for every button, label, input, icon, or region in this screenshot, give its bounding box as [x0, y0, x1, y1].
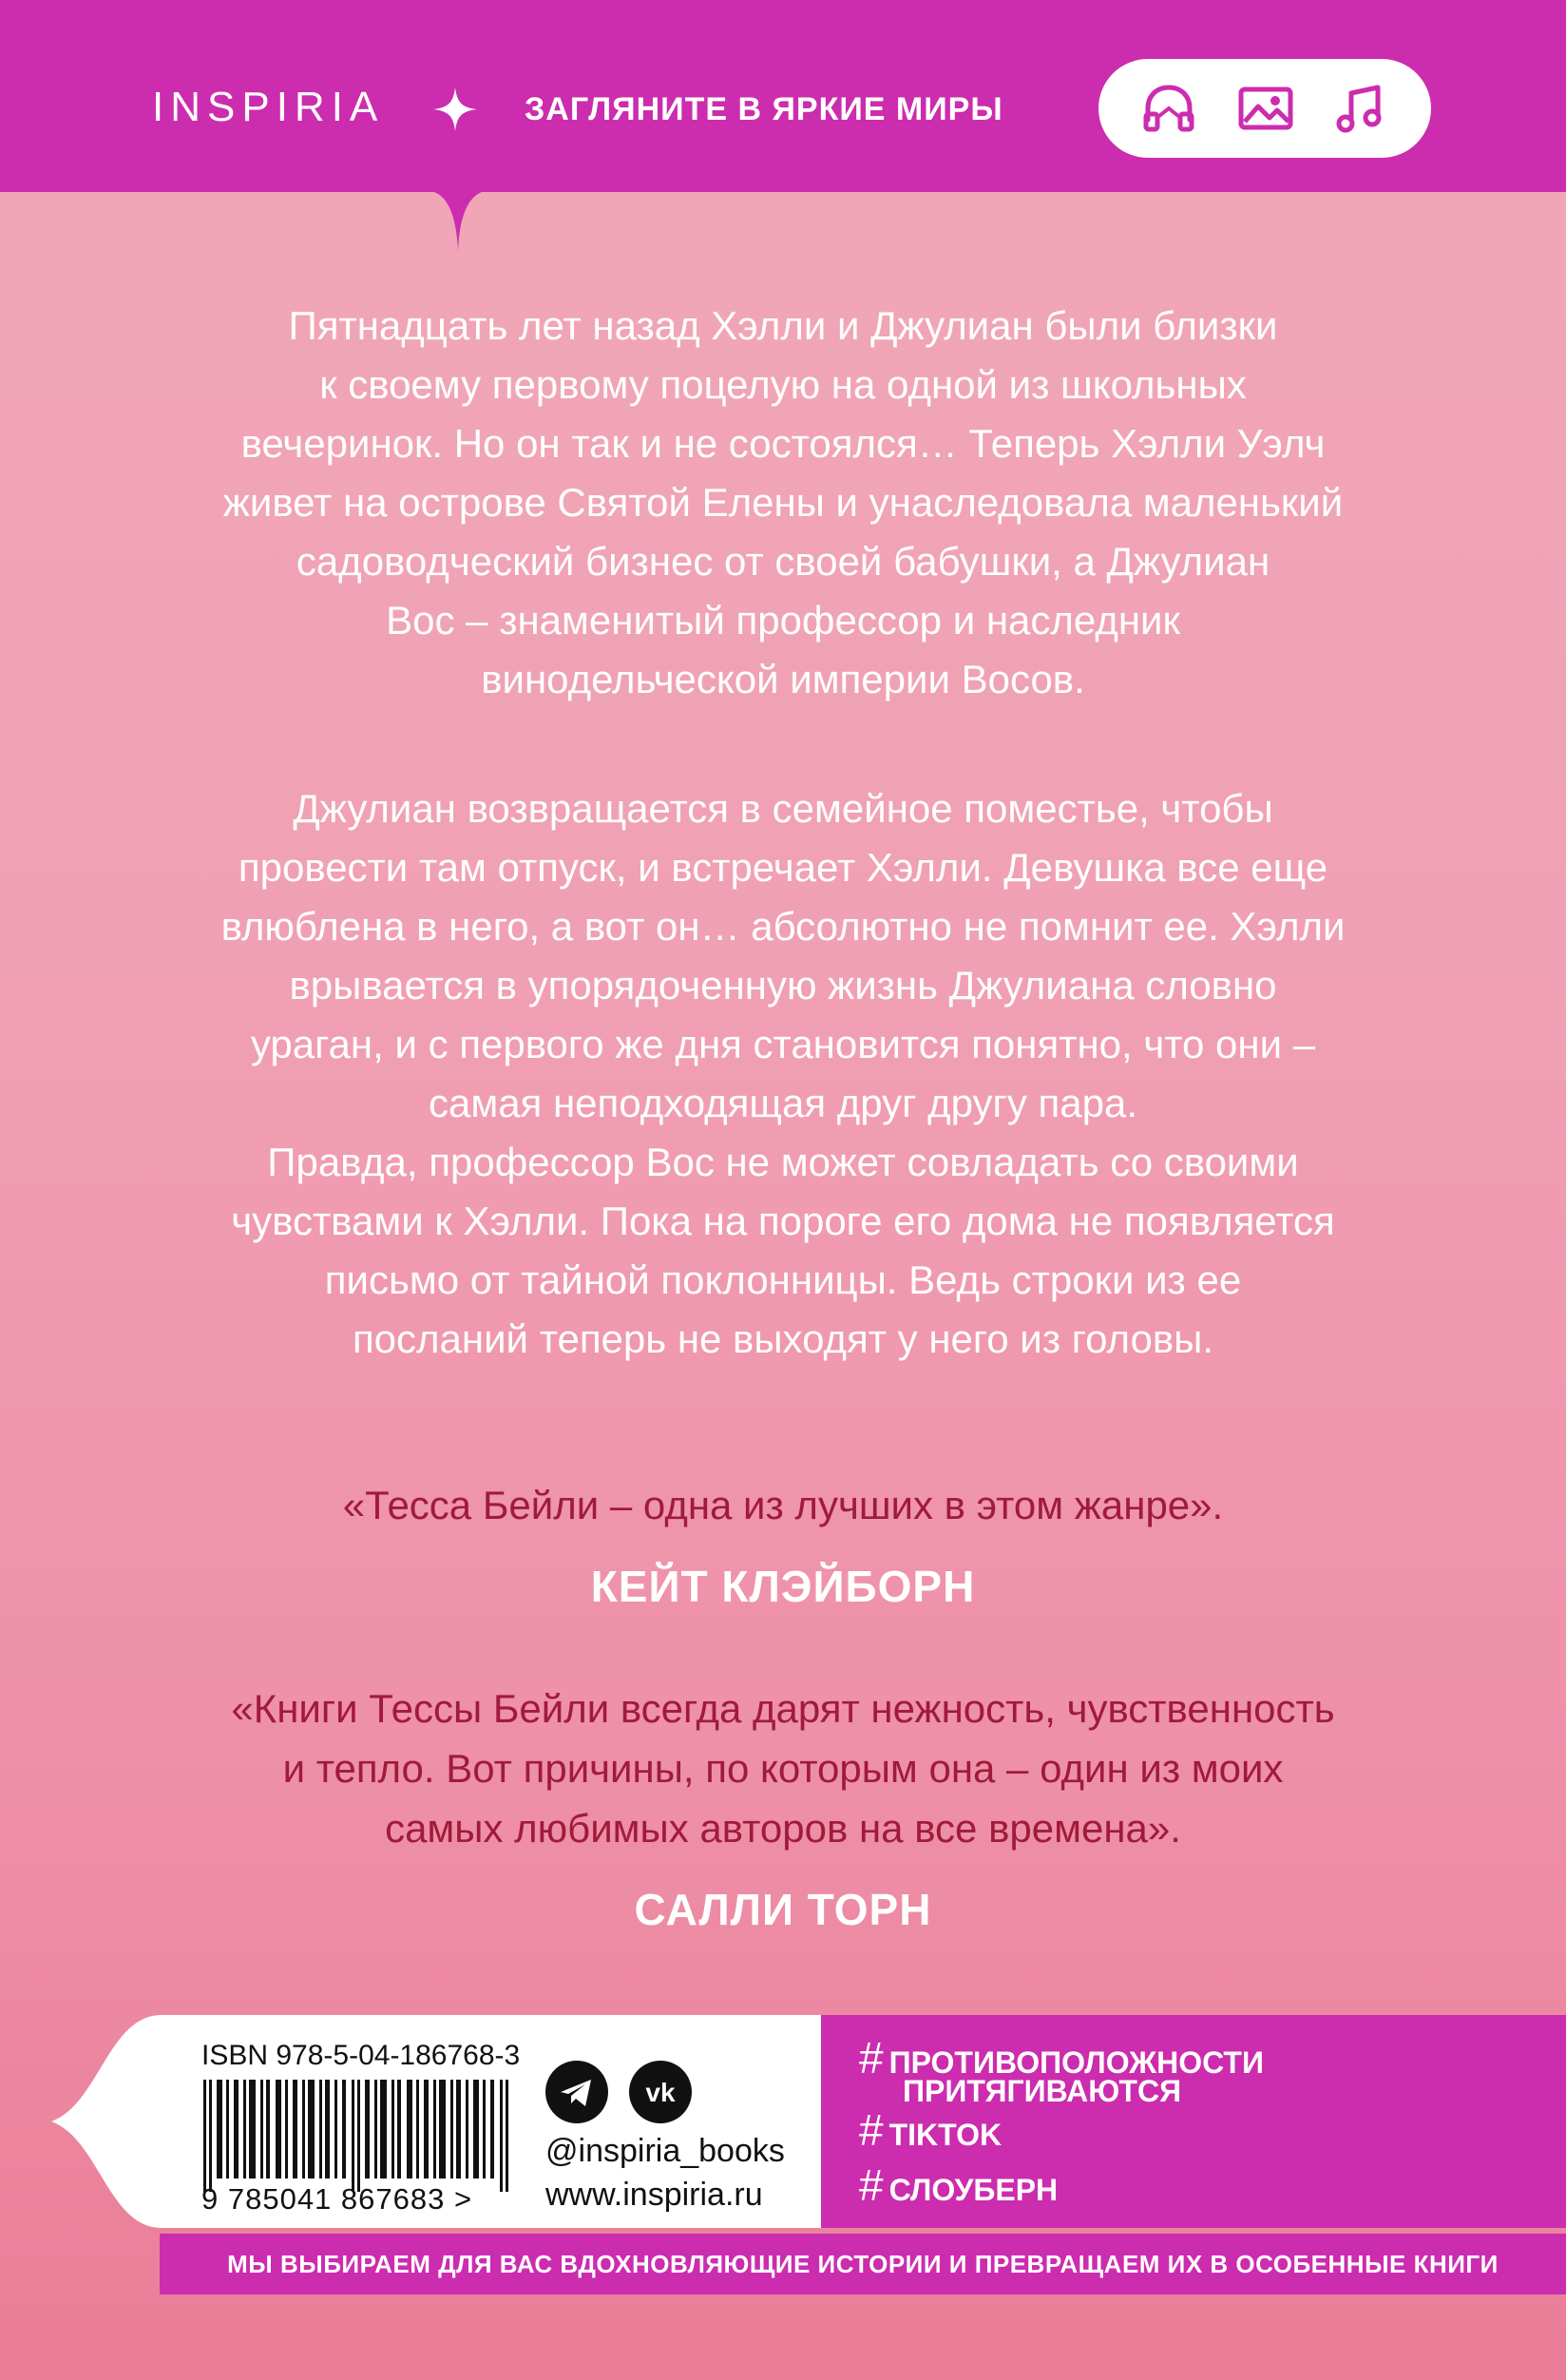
banner-notch — [424, 190, 492, 251]
barcode — [201, 2080, 525, 2192]
text-line: вечеринок. Но он так и не состоялся… Теперь Хэлли Уэлч — [240, 421, 1326, 466]
hash-symbol: # — [859, 2033, 884, 2082]
review-quote-1 — [114, 1475, 1452, 1535]
brand-logo: INSPIRIA — [152, 84, 385, 130]
text-line: чувствами к Хэлли. Пока на пороге его дома не появляется — [231, 1199, 1335, 1243]
media-icons-pill — [1098, 59, 1431, 158]
telegram-icon[interactable] — [545, 2061, 608, 2123]
text-line: врывается в упорядоченную жизнь Джулиана словно — [289, 963, 1277, 1008]
text-line: самая неподходящая друг другу пара. — [428, 1081, 1138, 1125]
review-author-1: КЕЙТ КЛЭЙБОРН — [590, 1562, 976, 1611]
hashtag-2[interactable] — [859, 2105, 1003, 2155]
text-line: садоводческий бизнес от своей бабушки, а Джулиан — [296, 539, 1270, 584]
isbn-text: ISBN 978-5-04-186768-3 — [201, 2040, 521, 2071]
social-handle[interactable]: @inspiria_books — [545, 2133, 785, 2169]
text-line: Джулиан возвращается в семейное поместье, чтобы — [293, 786, 1273, 831]
description-paragraph-1 — [114, 297, 1452, 709]
review-quote-2 — [114, 1679, 1452, 1858]
description-paragraph-2 — [114, 779, 1452, 1369]
hashtag-text: TIKTOK — [888, 2118, 1003, 2152]
text-line: живет на острове Святой Елены и унаследовала маленький — [222, 480, 1344, 525]
text-line: провести там отпуск, и встречает Хэлли. Девушка все еще — [238, 845, 1328, 890]
quote-line: самых любимых авторов на все времена». — [385, 1806, 1181, 1851]
slogan: ЗАГЛЯНИТЕ В ЯРКИЕ МИРЫ — [525, 91, 1003, 127]
text-line: письмо от тайной поклонницы. Ведь строки из ее — [324, 1257, 1242, 1302]
text-line: винодельческой империи Восов. — [481, 657, 1085, 701]
text-line: Вос – знаменитый профессор и наследник — [386, 598, 1180, 643]
vk-icon[interactable] — [629, 2061, 692, 2123]
review-author-2: САЛЛИ ТОРН — [634, 1885, 932, 1934]
info-box-curve — [51, 2015, 162, 2228]
hash-symbol: # — [859, 2105, 884, 2155]
hashtag-text-cont: ПРИТЯГИВАЮТСЯ — [903, 2074, 1182, 2108]
image-icon[interactable] — [1237, 82, 1294, 135]
website-link[interactable]: www.inspiria.ru — [545, 2177, 763, 2213]
svg-text:vk: vk — [645, 2078, 676, 2107]
hashtag-text: СЛОУБЕРН — [888, 2173, 1059, 2207]
text-line: Правда, профессор Вос не может совладать со своими — [267, 1140, 1299, 1184]
music-note-icon[interactable] — [1332, 82, 1389, 135]
quote-line: и тепло. Вот причины, по которым она – один из моих — [282, 1746, 1284, 1791]
quote-line: «Тесса Бейли – одна из лучших в этом жанре». — [342, 1483, 1224, 1527]
headphones-icon[interactable] — [1140, 82, 1197, 135]
quote-line: «Книги Тессы Бейли всегда дарят нежность, чувственность — [231, 1686, 1335, 1731]
sparkle-icon — [433, 87, 477, 131]
hashtag-1[interactable] — [859, 2033, 1264, 2108]
text-line: к своему первому поцелую на одной из школьных — [319, 362, 1247, 407]
text-line: Пятнадцать лет назад Хэлли и Джулиан были близки — [288, 303, 1278, 348]
barcode-number: 9 785041 867683 > — [201, 2182, 473, 2216]
text-line: посланий теперь не выходят у него из головы. — [352, 1316, 1214, 1361]
text-line: ураган, и с первого же дня становится понятно, что они – — [250, 1022, 1316, 1066]
hashtag-text: ПРОТИВОПОЛОЖНОСТИ — [888, 2045, 1264, 2080]
hashtag-3[interactable] — [859, 2160, 1059, 2210]
text-line: влюблена в него, а вот он… абсолютно не помнит ее. Хэлли — [220, 904, 1346, 949]
footer-tagline: МЫ ВЫБИРАЕМ ДЛЯ ВАС ВДОХНОВЛЯЮЩИЕ ИСТОРИИ И ПРЕВРАЩАЕМ ИХ В ОСОБЕННЫЕ КНИГИ — [160, 2234, 1566, 2294]
hash-symbol: # — [859, 2160, 884, 2210]
